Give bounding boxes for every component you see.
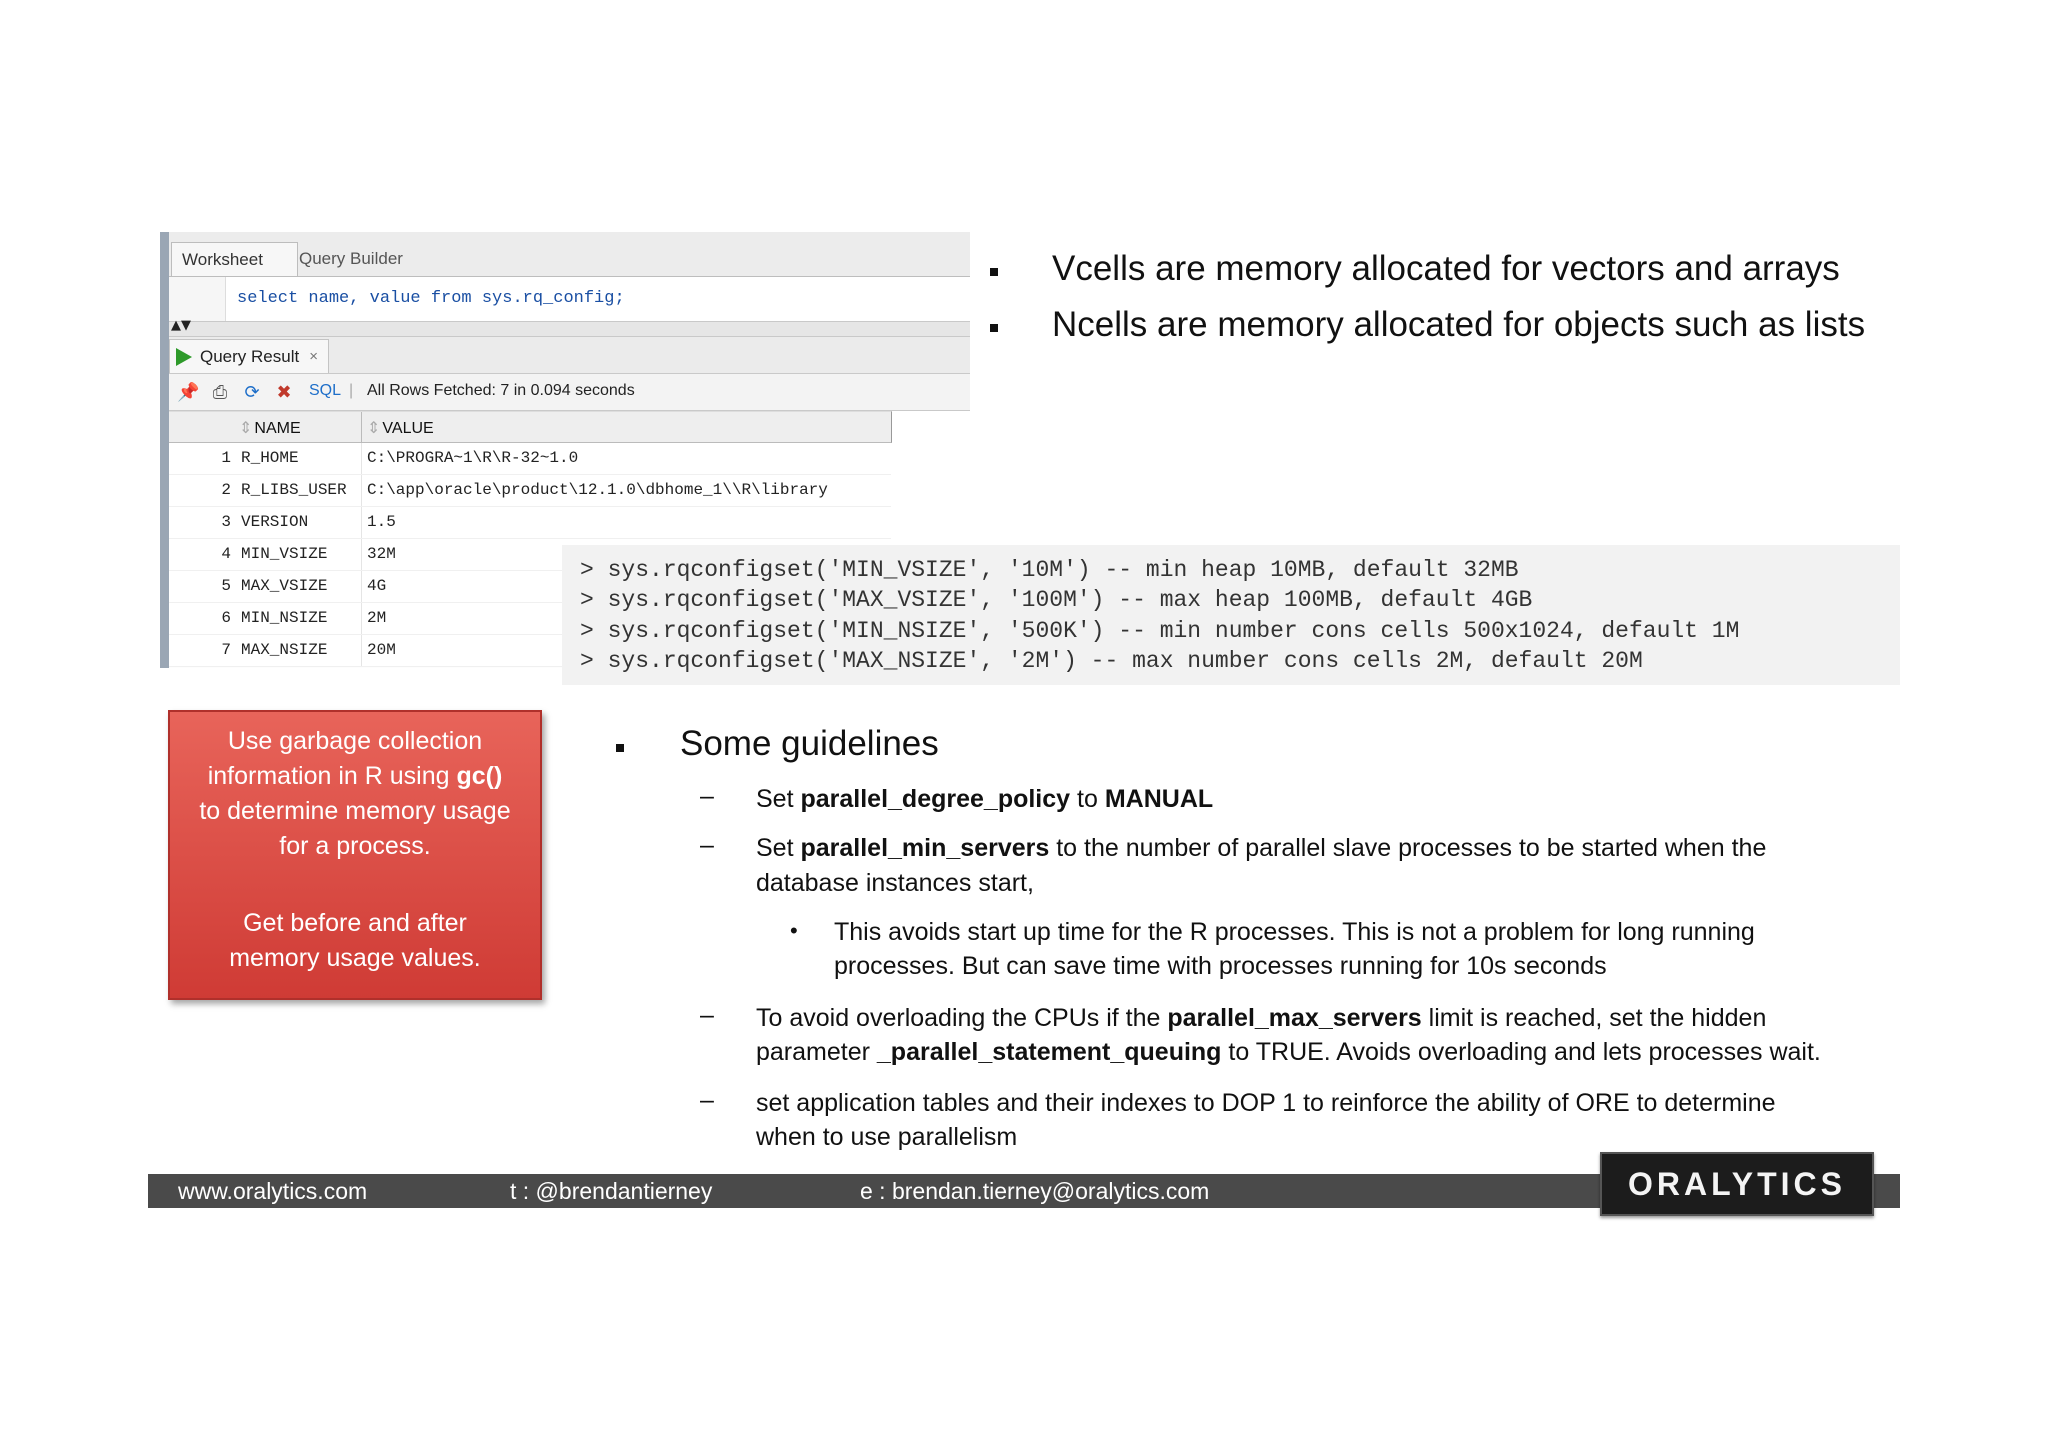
column-divider	[361, 603, 362, 634]
bullet-marker	[990, 268, 998, 276]
cell-name[interactable]: MAX_VSIZE	[241, 577, 328, 595]
text: parameter	[756, 1038, 877, 1066]
guideline-item	[756, 831, 1766, 866]
cell-name[interactable]: MIN_VSIZE	[241, 545, 328, 563]
text-bold: _parallel_statement_queuing	[876, 1038, 1222, 1066]
pin-icon[interactable]: 📌	[177, 382, 200, 402]
sql-query-text[interactable]: select name, value from sys.rq_config;	[237, 289, 625, 308]
row-number: 7	[221, 641, 231, 659]
table-row[interactable]	[169, 507, 891, 539]
column-header-name[interactable]	[239, 418, 301, 438]
cell-value[interactable]: C:\PROGRA~1\R\R-32~1.0	[367, 449, 579, 467]
dash-marker: –	[700, 1086, 714, 1114]
cell-name[interactable]: R_LIBS_USER	[241, 481, 347, 499]
guideline-item-line2: database instances start,	[756, 869, 1034, 897]
cell-value[interactable]: 32M	[367, 545, 396, 563]
text: Set	[756, 785, 801, 813]
footer-twitter[interactable]: t : @brendantierney	[510, 1178, 713, 1204]
footer-email[interactable]: e : brendan.tierney@oralytics.com	[860, 1178, 1210, 1204]
fetch-status: All Rows Fetched: 7 in 0.094 seconds	[367, 382, 635, 399]
table-row[interactable]	[169, 475, 891, 507]
callout-line: Use garbage collection	[227, 727, 483, 755]
callout-line: for a process.	[279, 832, 431, 860]
guideline-subitem-line2: processes. But can save time with processes running for 10s seconds	[834, 952, 1607, 980]
splitter-bar[interactable]	[169, 318, 970, 337]
cell-name[interactable]: MAX_NSIZE	[241, 641, 328, 659]
column-header-value-label: VALUE	[382, 420, 434, 437]
text: Set	[756, 834, 801, 862]
column-divider	[361, 635, 362, 666]
worksheet-tabbar	[169, 232, 970, 277]
sql-editor[interactable]	[169, 277, 970, 322]
close-icon[interactable]: ×	[309, 348, 318, 365]
text-bold: parallel_min_servers	[800, 834, 1050, 862]
bullet-marker	[990, 324, 998, 332]
grid-header	[169, 411, 892, 443]
guidelines-heading: Some guidelines	[680, 724, 939, 763]
text: to the number of parallel slave processes to be started when the	[1049, 834, 1767, 862]
cell-name[interactable]: VERSION	[241, 513, 309, 531]
row-number: 3	[221, 513, 231, 531]
callout-text: information in R using	[207, 762, 457, 790]
sort-icon: ⇕	[239, 420, 253, 437]
tab-query-result-label: Query Result	[200, 347, 300, 366]
column-divider	[361, 507, 362, 538]
code-block	[562, 545, 1900, 685]
text: to TRUE. Avoids overloading and lets processes wait.	[1221, 1038, 1821, 1066]
code-line: > sys.rqconfigset('MAX_NSIZE', '2M') -- max number cons cells 2M, default 20M	[580, 648, 1643, 674]
text: To avoid overloading the CPUs if the	[756, 1004, 1168, 1032]
guideline-item-line2: when to use parallelism	[756, 1123, 1018, 1151]
text-bold: parallel_degree_policy	[800, 785, 1071, 813]
column-divider	[361, 539, 362, 570]
sort-icon: ⇕	[367, 420, 381, 437]
dash-marker: –	[700, 782, 714, 810]
result-tabbar	[169, 337, 970, 374]
cell-value[interactable]: 20M	[367, 641, 396, 659]
logo-text: ORALYTICS	[1628, 1166, 1846, 1202]
guideline-item: set application tables and their indexes to DOP 1 to reinforce the ability of ORE to determine	[756, 1089, 1776, 1117]
dot-marker: •	[790, 918, 798, 943]
column-divider	[361, 475, 362, 506]
footer-website[interactable]: www.oralytics.com	[178, 1178, 368, 1204]
code-line: > sys.rqconfigset('MIN_VSIZE', '10M') -- min heap 10MB, default 32MB	[580, 557, 1519, 583]
cell-value[interactable]: C:\app\oracle\product\12.1.0\dbhome_1\\R\library	[367, 481, 828, 499]
dash-marker: –	[700, 1001, 714, 1029]
tab-query-result[interactable]	[169, 339, 329, 373]
column-header-name-label: NAME	[254, 420, 301, 437]
row-number: 4	[221, 545, 231, 563]
tab-query-builder[interactable]: Query Builder	[299, 249, 403, 268]
code-line: > sys.rqconfigset('MAX_VSIZE', '100M') -- max heap 100MB, default 4GB	[580, 587, 1533, 613]
column-divider	[361, 412, 362, 442]
cell-value[interactable]: 2M	[367, 609, 387, 627]
guideline-subitem: This avoids start up time for the R processes. This is not a problem for long running	[834, 918, 1755, 946]
print-icon[interactable]: ⎙	[212, 382, 228, 402]
code-line: > sys.rqconfigset('MIN_NSIZE', '500K') -- min number cons cells 500x1024, default 1M	[580, 618, 1740, 644]
callout-bold: gc()	[456, 762, 503, 790]
result-toolbar	[169, 374, 970, 411]
row-number: 1	[221, 449, 231, 467]
guideline-item	[756, 782, 1213, 817]
row-number: 2	[221, 481, 231, 499]
guideline-item	[756, 1001, 1766, 1036]
cell-name[interactable]: MIN_NSIZE	[241, 609, 328, 627]
toolbar-separator: |	[349, 382, 354, 399]
text: limit is reached, set the hidden	[1421, 1004, 1767, 1032]
cell-name[interactable]: R_HOME	[241, 449, 299, 467]
guideline-item-line2	[756, 1035, 1821, 1070]
callout-gap	[170, 864, 540, 906]
row-number: 5	[221, 577, 231, 595]
text-bold: parallel_max_servers	[1167, 1004, 1422, 1032]
delete-icon[interactable]: ✖	[276, 382, 292, 402]
column-divider	[361, 443, 362, 474]
oralytics-logo	[1600, 1152, 1874, 1216]
text-bold: MANUAL	[1104, 785, 1214, 813]
gc-callout	[168, 710, 542, 1000]
callout-line	[170, 759, 540, 794]
tab-worksheet[interactable]: Worksheet	[171, 242, 298, 276]
column-header-value[interactable]	[367, 418, 434, 438]
callout-line: memory usage values.	[229, 944, 481, 972]
bullet-vcells: Vcells are memory allocated for vectors and arrays	[1052, 249, 1840, 288]
sql-link[interactable]: SQL	[309, 382, 342, 399]
cell-value[interactable]: 1.5	[367, 513, 396, 531]
row-number: 6	[221, 609, 231, 627]
callout-line: to determine memory usage	[199, 797, 511, 825]
run-icon	[176, 348, 192, 366]
table-row[interactable]	[169, 443, 891, 475]
dash-marker: –	[700, 831, 714, 859]
refresh-icon[interactable]: ⟳	[244, 382, 260, 402]
splitter-arrows-icon[interactable]: ▲▼	[171, 318, 191, 333]
column-divider	[361, 571, 362, 602]
editor-gutter	[169, 277, 226, 321]
text: to	[1070, 785, 1105, 813]
bullet-marker	[616, 744, 624, 752]
cell-value[interactable]: 4G	[367, 577, 387, 595]
callout-line: Get before and after	[243, 909, 467, 937]
bullet-ncells: Ncells are memory allocated for objects such as lists	[1052, 305, 1866, 344]
